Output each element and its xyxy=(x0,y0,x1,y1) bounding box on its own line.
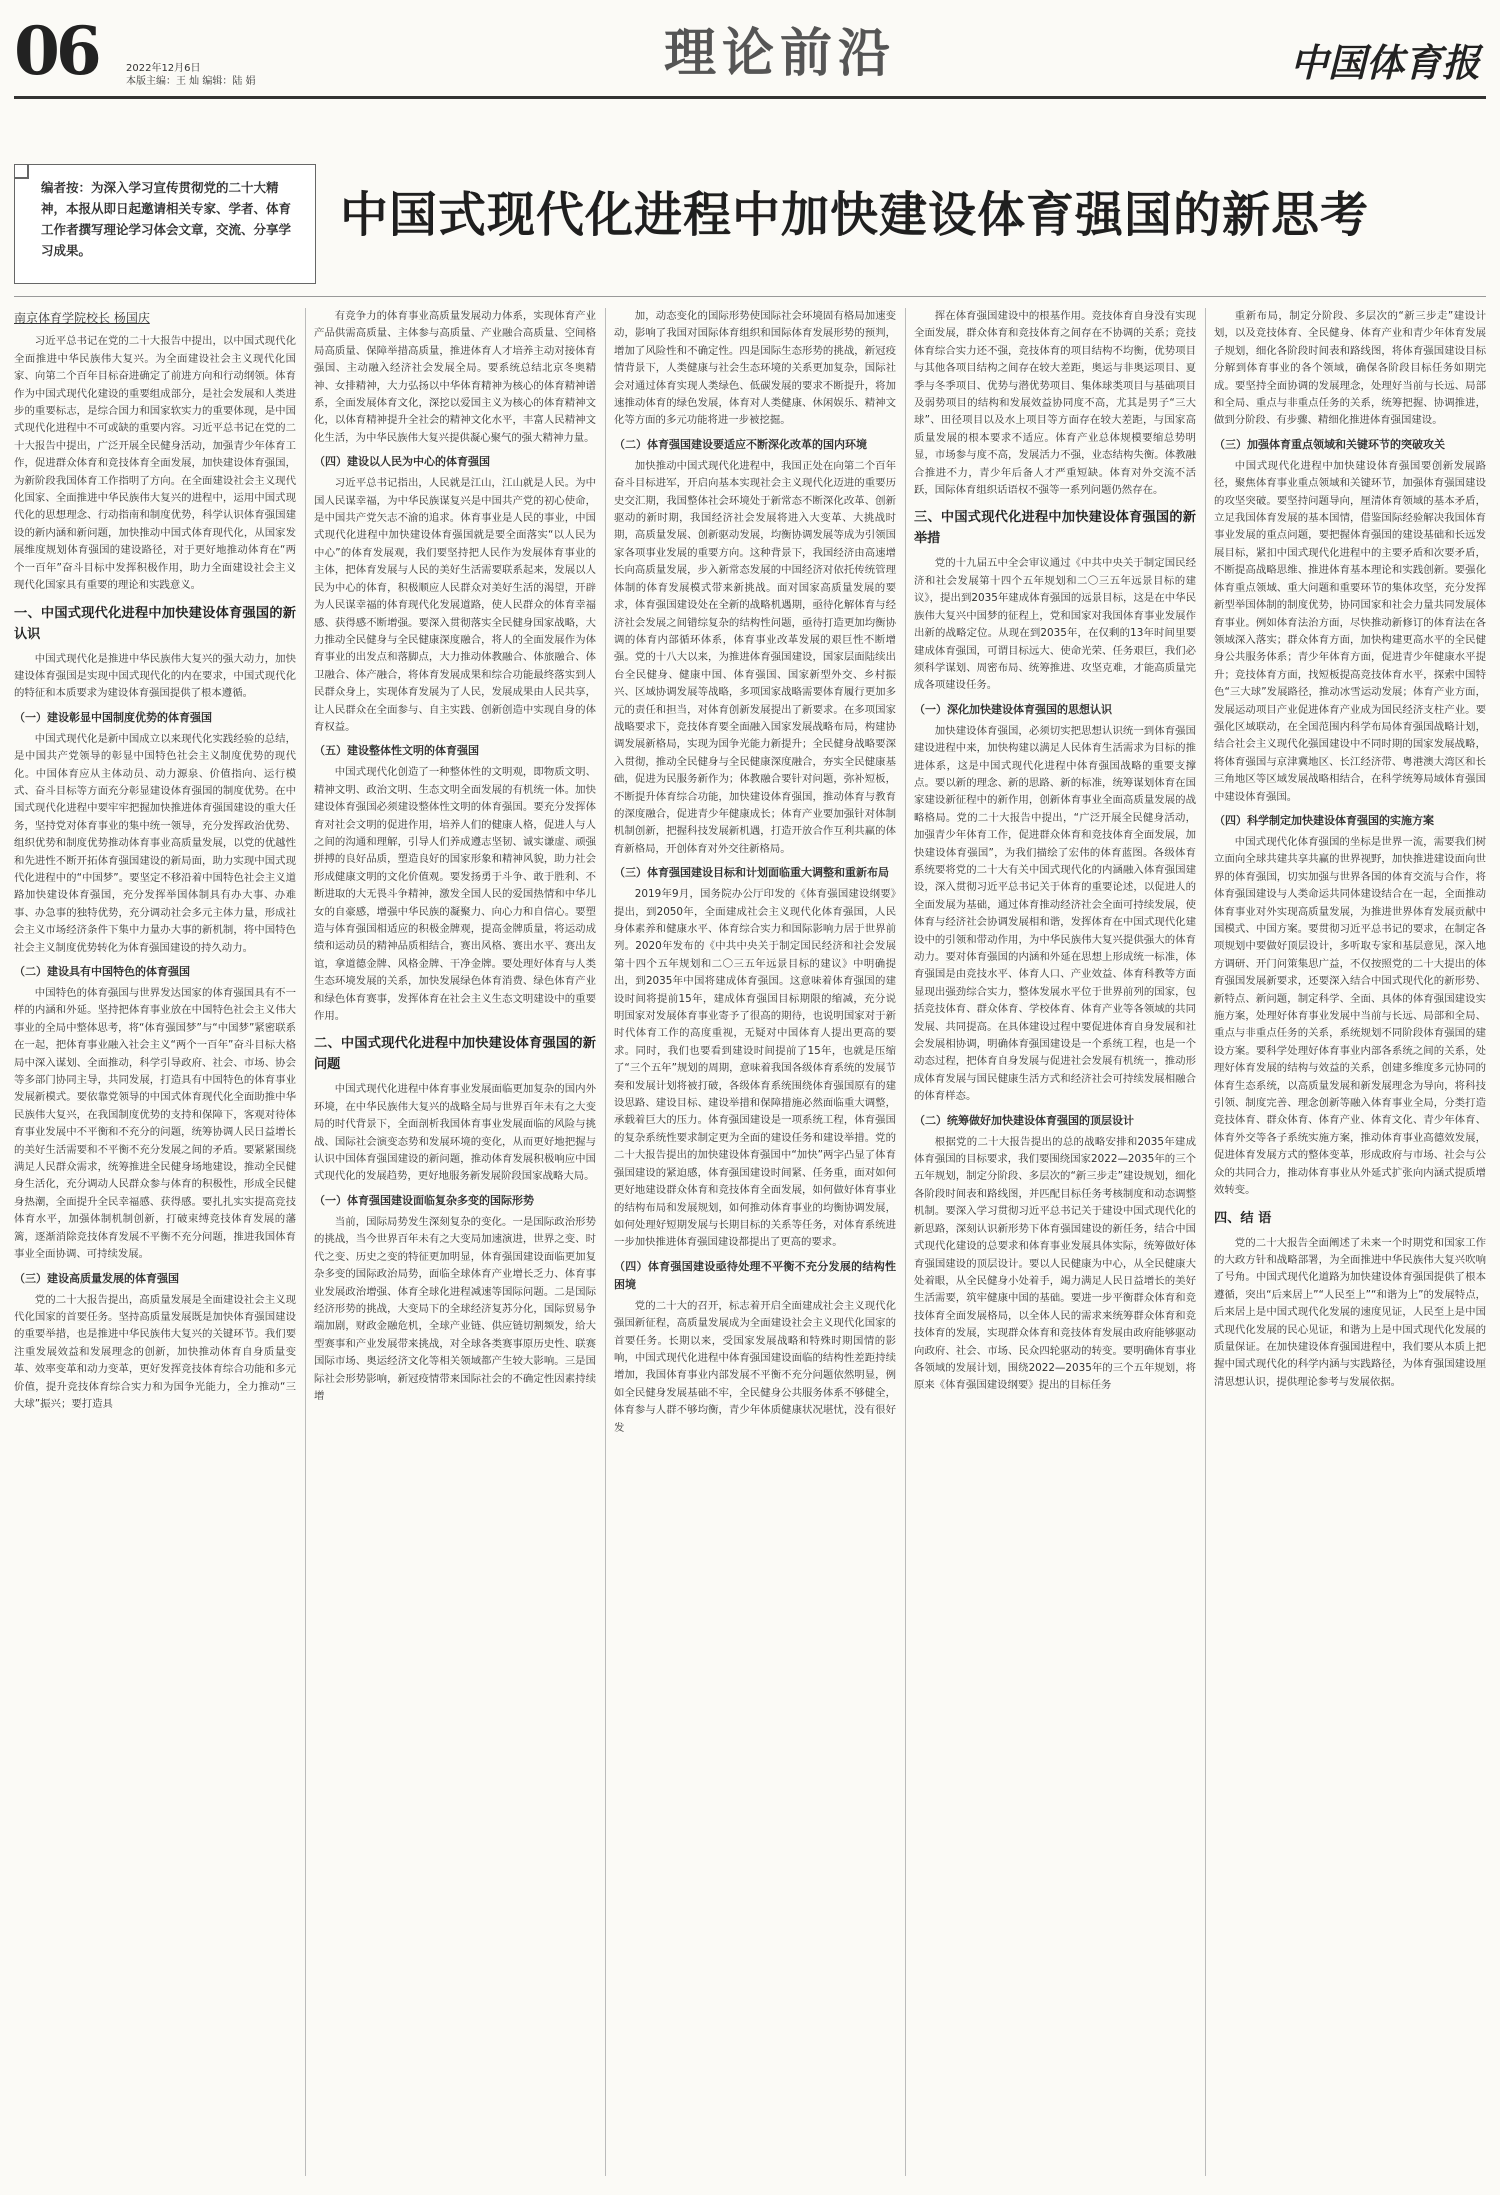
subsection-heading: （二）建设具有中国特色的体育强国 xyxy=(14,965,190,978)
paragraph: 重新布局，制定分阶段、多层次的“新三步走”建设计划，以及竞技体育、全民健身、体育产业和青少年体育发展子规划，细化各阶段时间表和路线图，将体育强国建设目标分解到体育事业的各个领域，确保各阶段目标任务如期完成。要坚持全面协调的发展理念，处理好当前与长远、局部和全局、重点与非重点任务的关系，统筹把握、协调推进，做到分阶段、有步骤、精细化推进体育强国建设。 xyxy=(1214,310,1486,427)
subsection-heading: （三）加强体育重点领域和关键环节的突破攻关 xyxy=(1214,437,1445,451)
paragraph: 有竞争力的体育事业高质量发展动力体系，实现体育产业产品供需高质量、主体参与高质量、产业融合高质量、空间格局高质量、保障举措高质量，推进体育人才培养主动对接体育强国、主动融入经济社会发展全局。要系统总结北京冬奥精神、女排精神，大力弘扬以中华体育精神为核心的体育精神谱系，全面发展体育文化，深挖以爱国主义为核心的体育精神文化，以体育精神提升全社会的精神文化水平，丰富人民精神文化生活，为中华民族伟大复兴提供凝心聚气的强大精神力量。 xyxy=(314,310,596,444)
paragraph: 加，动态变化的国际形势使国际社会环境固有格局加速变动，影响了我国对国际体育组织和国际体育发展形势的预判，增加了风险性和不确定性。四是国际生态形势的挑战，新冠疫情背景下，人类健康与社会生态环境的关系更加复杂，国际社会对通过体育实现人类绿色、低碳发展的要求不断提升，将加速推动体育的绿色发展，体育对人类健康、休闲娱乐、精神文化等方面的多元功能将进一步被挖掘。 xyxy=(614,310,896,427)
paragraph: 中国式现代化是新中国成立以来现代化实践经验的总结，是中国共产党领导的彰显中国特色社会主义制度优势的现代化。中国体育应从主体动员、动力源泉、价值指向、运行模式、奋斗目标等方面充分彰显建设体育强国的制度优势。在中国式现代化进程中要牢牢把握加快推进体育强国建设的重大任务，坚持党对体育事业的集中统一领导，充分发挥政治优势、组织优势和制度优势推动体育事业高质量发展，以党的优越性和先进性不断开拓体育强国建设的新局面，助力实现中国式现代化进程中的“中国梦”。要坚定不移沿着中国特色社会主义道路加快建设体育强国，充分发挥举国体制具有办大事、办难事、办急事的独特优势，充分调动社会多元主体力量，形成社会主义市场经济条件下集中力量办大事的新机制，将中国特色社会主义制度优势转化为体育强国建设的持久动力。 xyxy=(14,732,296,954)
paragraph: 挥在体育强国建设中的根基作用。竞技体育自身没有实现全面发展，群众体育和竞技体育之间存在不协调的关系；竞技体育综合实力还不强，竞技体育的项目结构不均衡，优势项目与其他各项目结构之间存在较大差距，奥运与非奥运项目、夏季与冬季项目、优势与潜优势项目、集体球类项目与基础项目及弱势项目的结构和发展效益协同度不高，尤其是男子“三大球”、田径项目以及水上项目等方面存在较大差距，与国家高质量发展的根本要求不适应。体育产业总体规模要缩总势明显，市场参与度不高，发展活力不强，业态结构失衡。体教融合推进不力，青少年后备人才严重短缺。体育对外交流不活跃，国际体育组织话语权不强等一系列问题仍然存在。 xyxy=(914,310,1196,497)
article-column-3 xyxy=(614,308,896,2178)
paragraph: 加快推动中国式现代化进程中，我国正处在向第二个百年奋斗目标进军，开启向基本实现社会主义现代化迈进的重要历史交汇期，我国整体社会环境处于新常态不断深化改革、创新驱动的新时期，我国经济社会发展将进入大变革、大挑战时期，高质量发展、创新驱动发展，均衡协调发展等成为引领国家各项事业发展的重要方向。这种背景下，我国经济由高速增长向高质量发展，步入新常态发展的中国经济对依托传统管理体制的体育发展模式带来新挑战。面对国家高质量发展的要求，体育强国建设处在全新的战略机遇期，亟待化解体育与经济社会发展之间错综复杂的结构性问题，亟待打造更加均衡协调的体育内部循环体系，体育事业改革发展的艰巨性不断增强。党的十八大以来，为推进体育强国建设，国家层面陆续出台全民健身、健康中国、体育强国、国家新型外交、乡村振兴、区域协调发展等战略，多项国家战略需要体育履行更加多元的责任和担当，对体育创新发展提出了新要求。在多项国家战略要求下，竞技体育要全面融入国家发展战略布局，构建协调发展新格局，实现为国争光能力新提升；全民健身战略要深入贯彻，推动全民健身与全民健康深度融合，夯实全民健康基础，促进为民服务新作为；体教融合要针对问题，弥补短板，不断提升体育综合功能，加快建设体育强国，推动体育与教育的深度融合，促进青少年健康成长；体育产业要加强针对体制机制创新，把握科技发展新机遇，打造开放合作互利共赢的体育新格局，开创体育对外交往新格局。 xyxy=(614,459,896,855)
section-title: 理论前沿 xyxy=(664,24,897,84)
paragraph: 中国特色的体育强国与世界发达国家的体育强国具有不一样的内涵和外延。坚持把体育事业放在中国特色社会主义伟大事业的全局中整体思考，将“体育强国梦”与“中国梦”紧密联系在一起，把体育事业融入社会主义“两个一百年”奋斗目标大格局中深入谋划、全面推动，科学引导政府、社会、市场、协会等多部门协同主导，共同发展，打造具有中国特色的体育事业发展新模式。要依靠党领导的中国式体育现代化全面助推中华民族伟大复兴，在我国制度优势的支持和保障下，客观对待体育事业发展中不平衡和不充分的问题，统筹协调人民日益增长的美好生活需要和不平衡不充分发展之间的矛盾。要紧紧围绕满足人民群众需求，统筹推进全民健身场地建设，推动全民健身生活化，充分调动人民群众参与体育的积极性，形成全民健身热潮，全面提升全民幸福感、获得感。要扎扎实实提高竞技体育水平，加强体制机制创新，打破束缚竞技体育发展的藩篱，逐渐消除竞技体育发展不平衡不充分问题，推进我国体育事业全面协调、可持续发展。 xyxy=(14,987,296,1261)
page-number: 06 xyxy=(14,12,98,90)
article-column-4 xyxy=(914,308,1196,2178)
paragraph: 党的十九届五中全会审议通过《中共中央关于制定国民经济和社会发展第十四个五年规划和二〇三五年远景目标的建议》，提出到2035年建成体育强国的远景目标，这是在中华民族伟大复兴中国梦的征程上，党和国家对我国体育事业发展作出新的战略定位。从现在到2035年，在仅剩的13年时间里要建成体育强国，可谓目标远大、使命光荣、任务艰巨，我们必须科学谋划、周密布局、统筹推进、攻坚克难，才能高质量完成各项建设任务。 xyxy=(914,557,1196,692)
subsection-heading: （二）体育强国建设要适应不断深化改革的国内环境 xyxy=(614,437,867,451)
article-headline: 中国式现代化进程中加快建设体育强国的新思考 xyxy=(340,187,1370,243)
article-column-5 xyxy=(1214,308,1486,2178)
paragraph: 中国式现代化创造了一种整体性的文明观，即物质文明、精神文明、政治文明、生态文明全面发展的有机统一体。加快建设体育强国必须建设整体性文明的体育强国。要充分发挥体育对社会文明的促进作用，培养人们的健康人格，促进人与人之间的沟通和理解，引导人们养成遵志坚韧、诚实谦虚、顽强拼搏的良好品质，塑造良好的国家形象和精神风貌，助力社会形成健康文明的文化价值观。要发扬勇于斗争、敢于胜利、不断进取的大无畏斗争精神，激发全国人民的爱国热情和中华儿女的自豪感，增强中华民族的凝聚力、向心力和自信心。要塑造与体育强国相适应的积极金牌观，提高金牌质量，将运动成绩和运动员的精神品质相结合，赛出风格、赛出水平、赛出友谊，拿道德金牌、风格金牌、干净金牌。要处理好体育与人类生态环境发展的关系，加快发展绿色体育消费、绿色体育产业和绿色体育赛事，发挥体育在社会主义生态文明建设中的重要作用。 xyxy=(314,766,596,1023)
column-divider xyxy=(605,308,606,2176)
section-heading: 四、结 语 xyxy=(1214,1210,1272,1226)
article-column-1 xyxy=(14,308,296,2178)
subsection-heading: （四）建设以人民为中心的体育强国 xyxy=(314,455,490,469)
section-heading: 一、中国式现代化进程中加快建设体育强国的新认识 xyxy=(14,605,296,642)
subsection-heading: （四）科学制定加快建设体育强国的实施方案 xyxy=(1214,813,1434,827)
paragraph: 当前，国际局势发生深刻复杂的变化。一是国际政治形势的挑战，当今世界百年未有之大变局加速演进，世界之变、时代之变、历史之变的特征更加明显，体育强国建设面临更加复杂多变的国际政治局势，面临全球体育产业增长乏力、体育事业发展政治增强、体育全球化进程减速等国际问题。二是国际经济形势的挑战，大变局下的全球经济复苏分化，国际贸易争端加剧，财政金融危机，全球产业链、供应链切割频发，给大型赛事和产业发展带来挑战，对全球各类赛事原历史性、联赛国际市场、奥运经济文化等相关领域都产生较大影响。三是国际社会形势影响，新冠疫情带来国际社会的不确定性因素持续增 xyxy=(314,1215,596,1402)
paragraph: 中国式现代化进程中体育事业发展面临更加复杂的国内外环境，在中华民族伟大复兴的战略全局与世界百年未有之大变局的时代背景下，全面剖析我国体育事业发展面临的风险与挑战、国际社会演变态势和发展环境的变化，从而更好地把握与认识中国体育强国建设的新问题，推动体育发展积极响应中国式现代化的发展趋势，更好地服务新发展阶段国家战略大局。 xyxy=(314,1083,596,1183)
column-divider xyxy=(305,308,306,2176)
issue-meta xyxy=(126,62,256,88)
editor-note-text: 编者按：为深入学习宣传贯彻党的二十大精神，本报从即日起邀请相关专家、学者、体育工作者撰写理论学习体会文章，交流、分享学习成果。 xyxy=(41,180,292,258)
paragraph: 党的二十大报告全面阐述了未来一个时期党和国家工作的大政方针和战略部署，为全面推进中华民族伟大复兴吹响了号角。中国式现代化道路为加快建设体育强国提供了根本遵循，突出“后来居上”“人民至上”“和谐为上”的发展特点，后来居上是中国式现代化发展的速度见证，人民至上是中国式现代化发展的民心见证，和谐为上是中国式现代化发展的质量保证。在加快建设体育强国进程中，我们要从本质上把握中国式现代化的科学内涵与实践路径，为体育强国建设厘清思想认识，提供理论参考与发展依据。 xyxy=(1214,1236,1486,1388)
paragraph: 中国式现代化是推进中华民族伟大复兴的强大动力，加快建设体育强国是实现中国式现代化的内在要求，中国式现代化的特征和本质要求为建设体育强国提供了根本遵循。 xyxy=(14,652,296,700)
subsection-heading: （一）建设彰显中国制度优势的体育强国 xyxy=(14,710,212,724)
paragraph: 党的二十大的召开，标志着开启全面建成社会主义现代化强国新征程，高质量发展成为全面建设社会主义现代化国家的首要任务。长期以来，受国家发展战略和特殊时期国情的影响，中国式现代化进程中体育强国建设面临的结构性差距持续增加，我国体育事业内部发展不平衡不充分问题依然明显，例如全民健身发展基础不牢，全民健身公共服务体系不够健全，体育参与人群不够均衡，青少年体质健康状况堪忧，没有很好发 xyxy=(614,1299,896,1434)
paragraph: 习近平总书记指出，人民就是江山，江山就是人民。为中国人民谋幸福，为中华民族谋复兴是中国共产党的初心使命，是中国共产党矢志不渝的追求。体育事业是人民的事业，中国式现代化进程中加快建设体育强国就是要全面落实“以人民为中心”的体育发展观，我们要坚持把人民作为发展体育事业的主体，把体育发展与人民的美好生活需要联系起来，发展以人民为中心的体育，积极顺应人民群众对美好生活的渴望，开辟为人民谋幸福的体育现代化发展道路，使人民群众的体育幸福感、获得感不断增强。要深入贯彻落实全民健身国家战略，大力推动全民健身与全民健康深度融合，将人的全面发展作为体育事业的出发点和落脚点，大力推动体教融合、体旅融合、体卫融合、体产融合，将体育发展成果和综合功能最终落实到人民群众身上，实现体育发展为了人民，发展成果由人民共享，让人民群众在全面参与、自主实践、创新创造中实现自身的体育权益。 xyxy=(314,477,596,733)
subsection-heading: （三）体育强国建设目标和计划面临重大调整和重新布局 xyxy=(614,866,889,880)
header-divider xyxy=(14,296,1486,297)
paragraph: 2019年9月，国务院办公厅印发的《体育强国建设纲要》提出，到2050年，全面建成社会主义现代化体育强国，人民身体素养和健康水平、体育综合实力和国际影响力居于世界前列。2020年发布的《中共中央关于制定国民经济和社会发展第十四个五年规划和二〇三五年远景目标的建议》中明确提出，到2035年中国将建成体育强国。这意味着体育强国的建设时间将提前15年，建成体育强国目标期限的缩减，充分说明国家对发展体育事业寄予了很高的期待，也说明国家对于新时代体育工作的高度重视，无疑对中国体育人提出更高的要求。同时，我们也要看到建设时间提前了15年，也就是压缩了“三个五年”规划的周期，意味着我国各级体育系统的发展节奏和发展计划将被打破，各级体育系统围绕体育强国原有的建设思路、建设目标、建设举措和保障措施必然面临重大调整，承载着巨大的压力。体育强国建设是一项系统工程，体育强国的复杂系统性要求制定更为全面的建设任务和建设举措。党的二十大报告提出的加快建设体育强国中“加快”两字凸显了体育强国建设的紧迫感，体育强国建设时间紧、任务重，面对如何更好地建设群众体育和竞技体育全面发展，如何做好体育事业的结构布局和发展规划，如何推动体育事业的均衡协调发展，如何处理好短期发展与长期目标的关系等任务，对体育系统进一步加快推进体育强国建设都提出了更高的要求。 xyxy=(614,888,896,1249)
paragraph: 中国式现代化进程中加快建设体育强国要创新发展路径，聚焦体育事业重点领域和关键环节，加强体育强国建设的攻坚突破。要坚持问题导向，厘清体育领域的基本矛盾，立足我国体育发展的基本国情，借鉴国际经验解决我国体育事业发展的重点问题，要把握体育强国的建设基础和长远发展目标，紧扣中国式现代化进程中的主要矛盾和次要矛盾，不断提高战略思维、推进体育基本理论和实践创新。要强化体育重点领域、重大问题和重要环节的集体攻坚，充分发挥新型举国体制的制度优势，协同国家和社会力量共同发展体育事业。例如体育法治方面，尽快推动新修订的体育法在各领域深入落实；群众体育方面，加快构建更高水平的全民健身公共服务体系；青少年体育方面，促进青少年健康水平提升；竞技体育方面，找短板提高竞技体育水平，探索中国特色“三大球”发展路径，推动冰雪运动发展；体育产业方面，发展运动项目产业促进体育产业成为国民经济支柱产业。要强化区域联动，在全国范围内科学布局体育强国战略计划，结合社会主义现代化强国建设中不同时期的国家发展战略，将体育强国与京津冀地区、长江经济带、粤港澳大湾区和长三角地区等区域发展战略相结合，在科学统筹局域体育强国中建设体育强国。 xyxy=(1214,459,1486,803)
masthead xyxy=(14,12,1486,99)
article-author: 南京体育学院校长 杨国庆 xyxy=(14,311,150,325)
section-heading: 三、中国式现代化进程中加快建设体育强国的新举措 xyxy=(914,510,1196,547)
subsection-heading: （二）统筹做好加快建设体育强国的顶层设计 xyxy=(914,1113,1134,1127)
article-column-2 xyxy=(314,308,596,2178)
paragraph: 中国式现代化体育强国的坐标是世界一流，需要我们树立面向全球共建共享共赢的世界视野，加快推进建设面向世界的体育强国，切实加强与世界各国的体育交流与合作，将体育强国建设与人类命运共同体建设结合在一起，全面推动体育事业对外实现高质量发展，为推进世界体育发展贡献中国模式、中国方案。要贯彻习近平总书记的要求，在制定各项规划中要做好顶层设计，多听取专家和基层意见，深入地方调研、开门问策集思广益，不仅按照党的二十大提出的体育强国发展新要求，还要深入结合中国式现代化的新形势、新特点、新问题，制定科学、全面、具体的体育强国建设实施方案，处理好体育事业发展中当前与长远、局部和全局、重点与非重点任务的关系，系统规划不同阶段体育强国的建设方案。要科学处理好体育事业内部各系统之间的关系，处理好体育发展的结构与效益的关系，创建多维度多元协同的体育生态系统，以高质量发展和新发展理念为导向，将科技引领、制度完善、理念创新等融入体育事业全局，分类打造竞技体育、群众体育、体育产业、体育文化、青少年体育、体育外交等各子系统实施方案，推动体育事业高德效发展，促进体育发展方式的整体变革，形成政府与市场、社会与公众的共同合力，推动体育事业从外延式扩张向内涵式提质增效转变。 xyxy=(1214,835,1486,1197)
issue-date: 2022年12月6日 xyxy=(126,63,201,74)
newspaper-logo: 中国体育报 xyxy=(1289,40,1480,85)
paragraph: 党的二十大报告提出，高质量发展是全面建设社会主义现代化国家的首要任务。坚持高质量发展既是加快体育强国建设的重要举措，也是推进中华民族伟大复兴的关键环节。我们要注重发展效益和发展理念的创新，加快推动体育自身质量变革、效率变革和动力变革，更好发挥竞技体育综合功能和多元价值，提升竞技体育综合实力和为国争光能力，全力推动“三大球”振兴；要打造具 xyxy=(14,1293,296,1410)
subsection-heading: （一）深化加快建设体育强国的思想认识 xyxy=(914,702,1112,716)
corner-mark xyxy=(15,165,29,179)
subsection-heading: （五）建设整体性文明的体育强国 xyxy=(314,744,479,758)
paragraph: 根据党的二十大报告提出的总的战略安排和2035年建成体育强国的目标要求，我们要围绕国家2022—2035年的三个五年规划，制定分阶段、多层次的“新三步走”建设规划，细化各阶段时间表和路线图，并匹配目标任务考核制度和动态调整机制。要深入学习贯彻习近平总书记关于建设中国式现代化的新思路，深刻认识新形势下体育强国建设的新任务，结合中国式现代化建设的总要求和体育事业发展具体实际，统筹做好体育强国建设的顶层设计。要以人民健康为中心，从全民健康大处着眼，从全民健身小处着手，竭力满足人民日益增长的美好生活需要，筑牢健康中国的基础。要进一步平衡群众体育和竞技体育全面发展格局，以全体人民的需求来统筹群众体育和竞技体育的发展，实现群众体育和竞技体育发展由政府能够驱动向政府、社会、市场、民众四轮驱动的转变。要明确体育事业各领域的发展计划，围绕2022—2035年的三个五年规划，将原来《体育强国建设纲要》提出的目标任务 xyxy=(914,1135,1196,1392)
column-divider xyxy=(905,308,906,2176)
paragraph: 加快建设体育强国，必须切实把思想认识统一到体育强国建设进程中来，加快构建以满足人民体育生活需求为目标的推进体系，这是中国式现代化进程中体育强国战略的重要支撑点。要以新的理念、新的思路、新的标准，统筹谋划体育在国家建设新征程中的新作用，创新体育事业全面高质量发展的战略格局。党的二十大报告中提出，“广泛开展全民健身活动，加强青少年体育工作，促进群众体育和竞技体育全面发展，加快建设体育强国”，为我们描绘了宏伟的体育蓝图。各级体育系统要将党的二十大有关中国式现代化的内涵融入体育强国建设，深入贯彻习近平总书记关于体育的重要论述，以促进人的全面发展为基础，通过体育推动经济社会全面可持续发展，使体育与经济社会协调发展相和谐，发挥体育在中国式现代化建设中的引领和带动作用，为中华民族伟大复兴提供强大的体育动力。要对体育强国的内涵和外延在思想上形成统一标准，体育强国是由竞技水平、体育人口、产业效益、体育科教等方面显现出强劲综合实力，整体发展水平位于世界前列的国家，包括竞技体育、群众体育、学校体育、体育产业等各领域的共同发展、共同提高。在具体建设过程中要促进体育自身发展和社会发展相协调，明确体育强国建设是一个系统工程，也是一个动态过程，把体育自身发展与促进社会发展有机统一，推动形成体育发展与国民健康生活方式和经济社会可持续发展相融合的体育样态。 xyxy=(914,724,1196,1103)
editor-note-box xyxy=(14,164,316,284)
editor-line: 本版主编：王 灿 编辑：陆 娟 xyxy=(126,76,256,87)
column-divider xyxy=(1205,308,1206,2176)
subsection-heading: （四）体育强国建设亟待处理不平衡不充分发展的结构性困境 xyxy=(614,1259,896,1291)
subsection-heading: （一）体育强国建设面临复杂多变的国际形势 xyxy=(314,1193,534,1207)
subsection-heading: （三）建设高质量发展的体育强国 xyxy=(14,1271,179,1285)
section-heading: 二、中国式现代化进程中加快建设体育强国的新问题 xyxy=(314,1036,596,1073)
paragraph: 习近平总书记在党的二十大报告中提出，以中国式现代化全面推进中华民族伟大复兴。为全面建设社会主义现代化国家、向第二个百年目标奋进确定了前进方向和行动纲领。体育作为中国式现代化建设的重要组成部分，是社会发展和人类进步的重要标志，是综合国力和国家软实力的重要体现，是中国式现代化进程中不可或缺的重要内容。习近平总书记在党的二十大报告中提出，广泛开展全民健身活动，加强青少年体育工作，促进群众体育和竞技体育全面发展，加快建设体育强国，为新阶段我国体育工作指明了方向。在全面建设社会主义现代化国家、全面推进中华民族伟大复兴的进程中，运用中国式现代化的思想理念、行动指南和制度优势，科学认识体育强国建设的新内涵和新问题，加快推动中国式体育现代化，从国家发展维度规划体育强国的建设路径，对于更好地推动体育在“两个一百年”奋斗目标中发挥积极作用，助力全面建设社会主义现代化国家具有重要的理论和实践意义。 xyxy=(14,335,296,592)
